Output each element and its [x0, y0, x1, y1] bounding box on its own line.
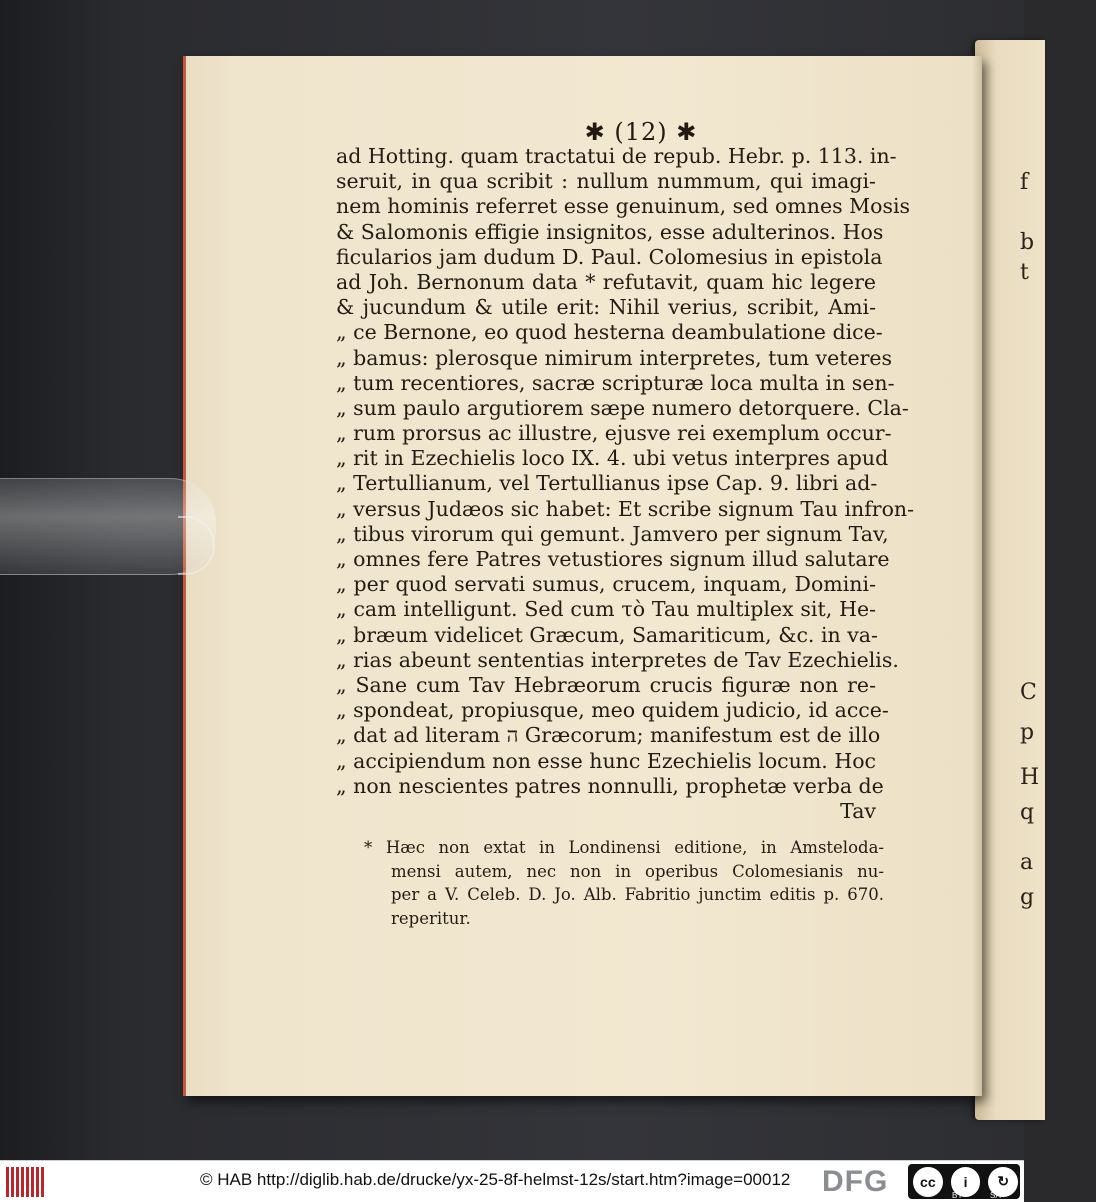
book-page — [183, 56, 982, 1096]
footer-bar — [0, 1160, 1024, 1202]
cc-icon: cc — [911, 1165, 945, 1199]
footnote-line: per a V. Celeb. D. Jo. Alb. Fabritio junctim editis p. 670. — [391, 885, 884, 904]
footnote-line: * Hæc non extat in Londinensi editione, in Amsteloda- — [364, 838, 884, 857]
text-line: ad Joh. Bernonum data * refutavit, quam hic legere — [336, 269, 876, 294]
text-line: „ rit in Ezechielis loco IX. 4. ubi vetus interpres apud — [336, 446, 889, 471]
text-line: „ versus Judæos sic habet: Et scribe signum Tau infron- — [336, 496, 915, 521]
next-page-edge: f b t C p H q a g — [975, 40, 1045, 1120]
by-label: BY — [952, 1191, 963, 1200]
text-line: & Salomonis effigie insignitos, esse adulterinos. Hos — [336, 219, 884, 244]
text-line: „ Sane cum Tav Hebræorum crucis figuræ non re- — [336, 672, 876, 697]
footnote-line: reperitur. — [391, 908, 471, 928]
text-line: „ rum prorsus ac illustre, ejusve rei exemplum occur- — [336, 421, 892, 446]
text-line: „ bamus: plerosque nimirum interpretes, tum veteres — [336, 345, 893, 370]
page-header: ✱ (12) ✱ — [584, 118, 698, 146]
text-line: „ rias abeunt sententias interpretes de Tav Ezechielis. — [336, 647, 899, 672]
sa-label: SA — [990, 1191, 1001, 1200]
text-line: „ omnes fere Patres vetustiores signum illud salutare — [336, 547, 890, 571]
text-line: ad Hotting. quam tractatui de repub. Hebr. p. 113. in- — [336, 144, 897, 168]
hab-logo-icon — [6, 1167, 46, 1197]
share-alike-icon: ↻ — [986, 1165, 1020, 1199]
footnote-line: mensi autem, nec non in operibus Colomesianis nu- — [391, 861, 884, 881]
dfg-logo: DFG — [822, 1165, 889, 1198]
text-line: „ bræum videlicet Græcum, Samariticum, &c. in va- — [336, 622, 878, 647]
cc-license-badge[interactable] — [908, 1164, 1020, 1199]
text-line: „ spondeat, propiusque, meo quidem judicio, id acce- — [336, 698, 889, 723]
text-line: „ dat ad literam ה Græcorum; manifestum est de illo — [336, 723, 881, 748]
text-line: seruit, in qua scribit : nullum nummum, qui imagi- — [336, 169, 876, 194]
text-line: nem hominis referret esse genuinum, sed omnes Mosis — [336, 194, 911, 219]
text-line: „ cam intelligunt. Sed cum τὸ Tau multiplex sit, He- — [336, 597, 876, 622]
text-line: „ sum paulo argutiorem sæpe numero detorquere. Cla- — [336, 395, 909, 420]
footnote — [364, 836, 884, 930]
text-line: „ accipiendum non esse hunc Ezechielis locum. Hoc — [336, 748, 877, 773]
source-link[interactable]: © HAB http://diglib.hab.de/drucke/yx-25-8f-helmst-12s/start.htm?image=00012 — [200, 1170, 791, 1189]
text-line: „ tibus virorum qui gemunt. Jamvero per signum Tav, — [336, 521, 889, 546]
attribution-icon: i — [949, 1165, 983, 1199]
text-line: & jucundum & utile erit: Nihil verius, scribit, Ami- — [336, 295, 876, 320]
text-line: „ ce Bernone, eo quod hesterna deambulatione dice- — [336, 320, 883, 345]
text-line: „ non nescientes patres nonnulli, prophetæ verba de — [336, 773, 884, 798]
body-text — [336, 144, 915, 824]
catchword: Tav — [840, 798, 876, 823]
text-line: „ per quod servati sumus, crucem, inquam, Domini- — [336, 572, 876, 597]
text-line: „ Tertullianum, vel Tertullianus ipse Cap. 9. libri ad- — [336, 471, 878, 496]
text-line: ficularios jam dudum D. Paul. Colomesius in epistola — [336, 244, 883, 269]
text-line: „ tum recentiores, sacræ scripturæ loca multa in sen- — [336, 370, 895, 395]
